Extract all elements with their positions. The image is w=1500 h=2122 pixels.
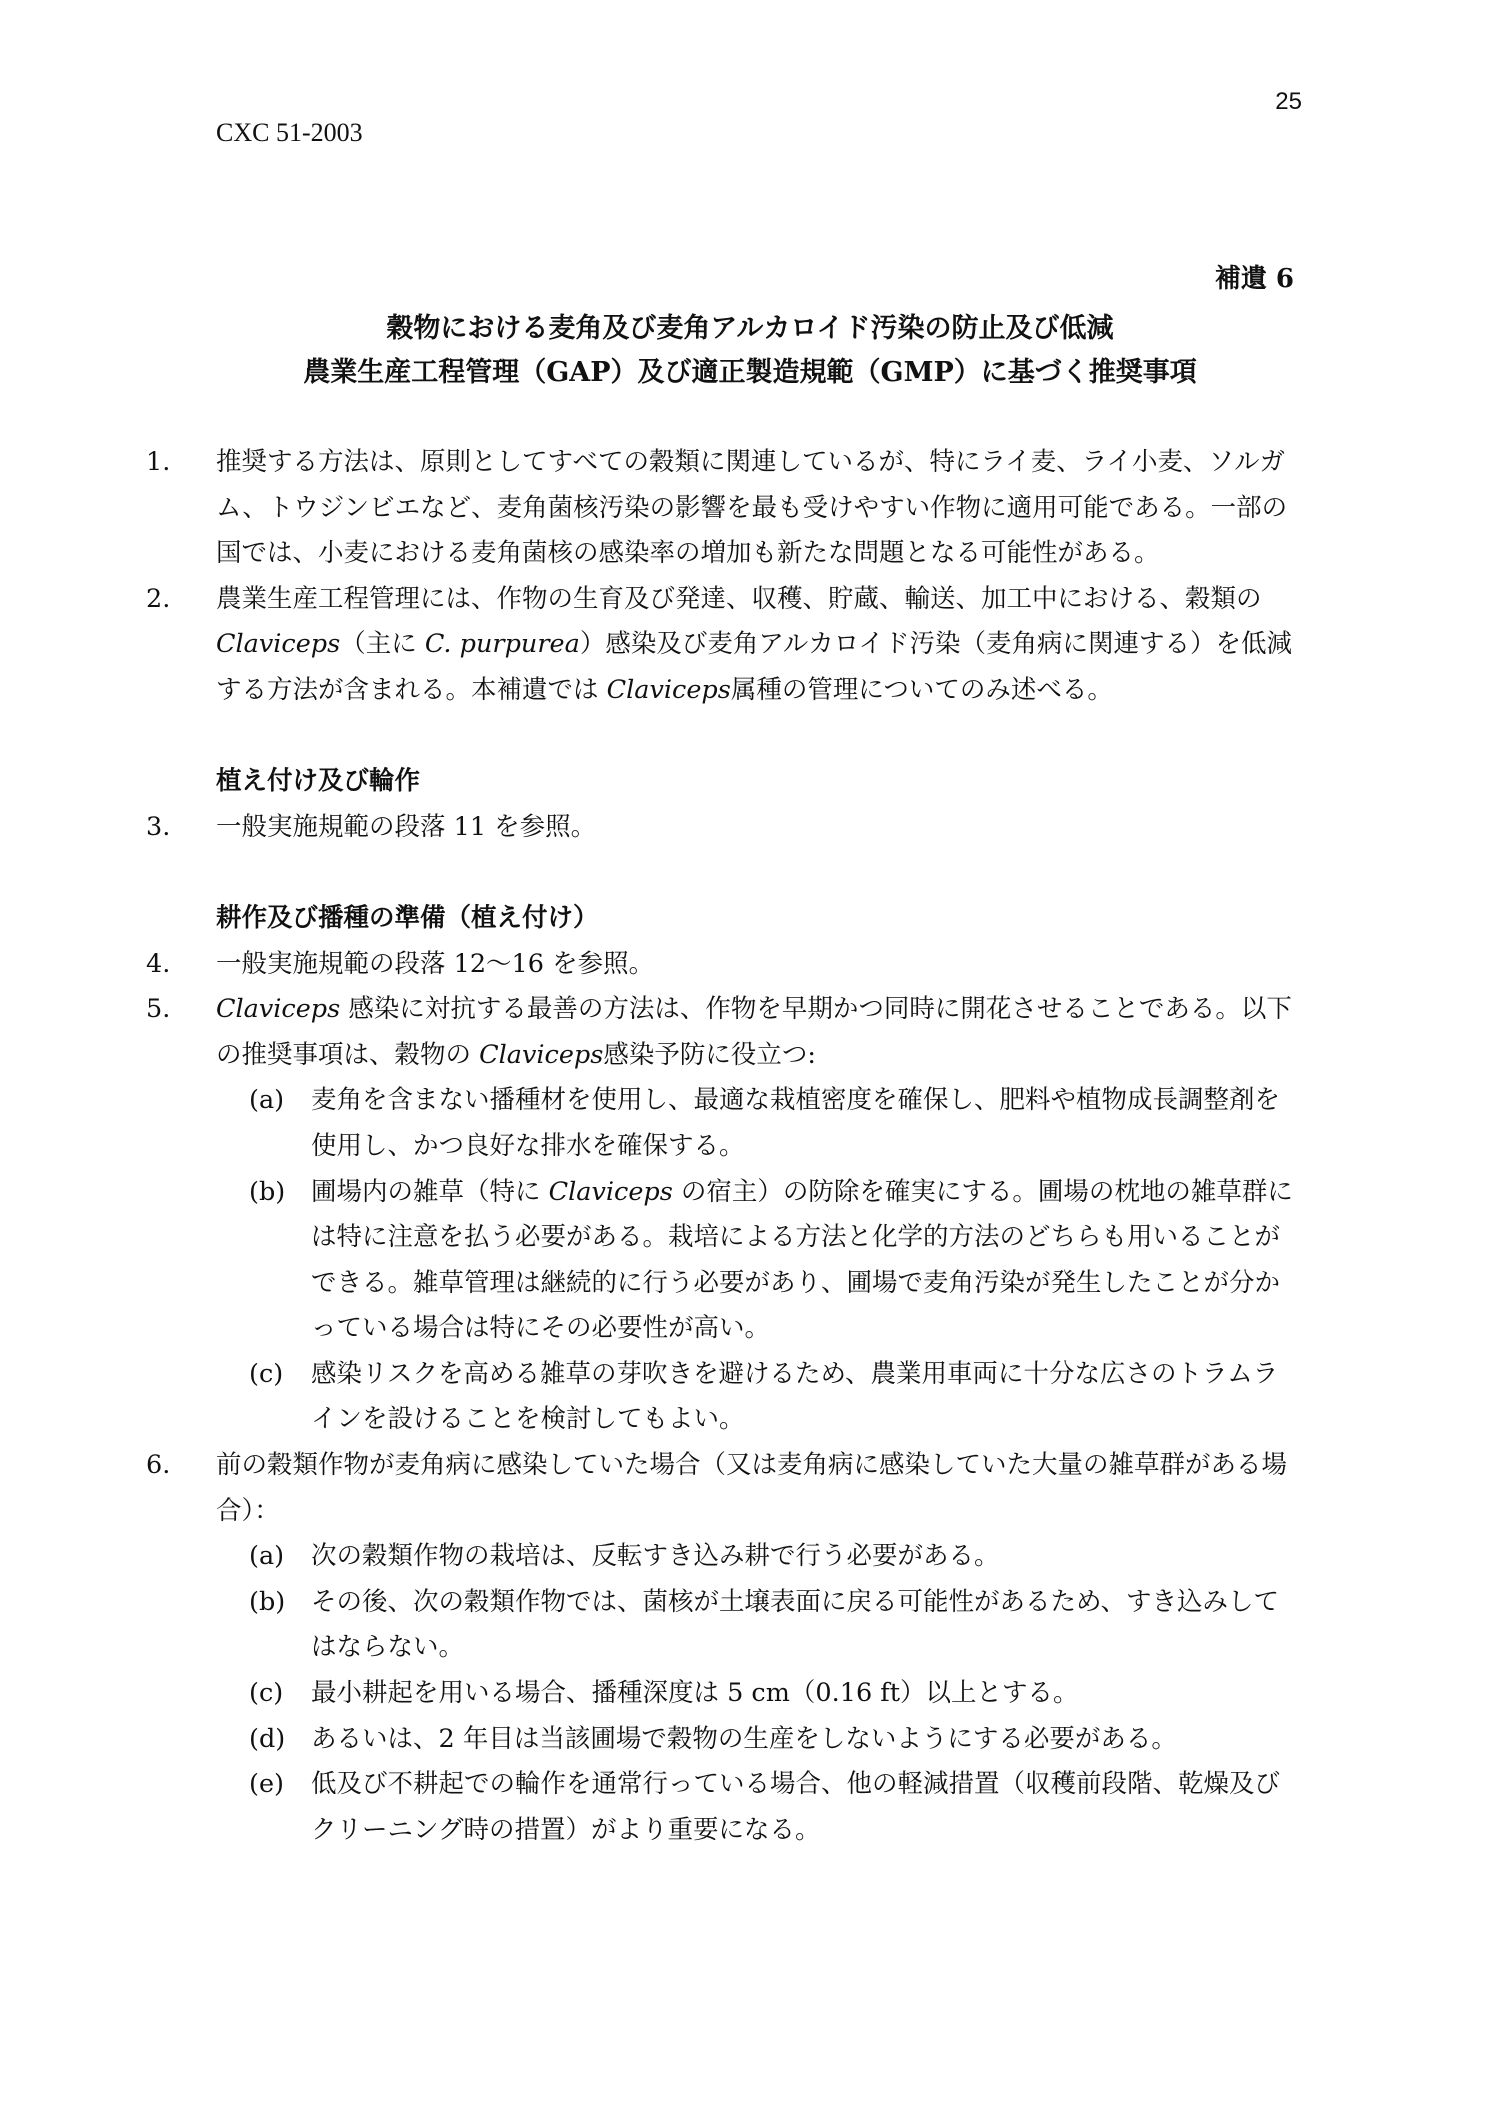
sub-item-label: (b) [249, 1586, 286, 1617]
section-heading-tillage: 耕作及び播種の準備（植え付け） [216, 902, 599, 933]
sub-item-6c [146, 1671, 1296, 1717]
paragraph-text: 前の穀類作物が麦角病に感染していた場合（又は麦角病に感染していた大量の雑草群がある場合）： [216, 1450, 1288, 1526]
sub-item-text: 次の穀類作物の栽培は、反転すき込み耕で行う必要がある。 [311, 1541, 1000, 1572]
sub-item-label: (d) [249, 1723, 286, 1754]
sub-item-label: (c) [249, 1678, 284, 1709]
paragraph-2 [146, 577, 1296, 714]
sub-item-label: (c) [249, 1358, 284, 1389]
paragraph-number: 2. [146, 583, 171, 614]
sub-item-label: (b) [249, 1176, 286, 1207]
paragraph-text: （主に [340, 629, 425, 660]
paragraph-text: ）感染及び麦角アルカロイド汚染（麦角病に関連する）を低減する方法が含まれる。本補遺では [216, 629, 1293, 705]
annex-title-line1: 穀物における麦角及び麦角アルカロイド汚染の防止及び低減 [386, 313, 1114, 344]
sub-item-text: あるいは、2 年目は当該圃場で穀物の生産をしないようにする必要がある。 [311, 1723, 1177, 1754]
sub-item-6b [146, 1580, 1296, 1671]
sub-item-text: の宿主）の防除を確実にする。圃場の枕地の雑草群には特に注意を払う必要がある。栽培による方法と化学的方法のどちらも用いることができる。雑草管理は継続的に行う必要があり、圃場で麦角汚染が発生したことが分かっている場合は特にその必要性が高い。 [311, 1176, 1293, 1344]
species-name: C. purpurea [424, 629, 580, 660]
paragraph-1 [146, 440, 1296, 577]
species-name: Claviceps [479, 1039, 604, 1070]
paragraph-text: 感染予防に役立つ: [603, 1039, 816, 1070]
document-code: CXC 51-2003 [216, 118, 363, 147]
sub-item-text: その後、次の穀類作物では、菌核が土壌表面に戻る可能性があるため、すき込みしてはならない。 [311, 1586, 1279, 1663]
sub-item-text: 麦角を含まない播種材を使用し、最適な栽植密度を確保し、肥料や植物成長調整剤を使用し、かつ良好な排水を確保する。 [311, 1085, 1281, 1161]
sub-item-5b [146, 1170, 1296, 1352]
paragraph-5 [146, 987, 1296, 1078]
sub-item-label: (a) [249, 1085, 285, 1116]
document-body [146, 440, 1296, 1853]
paragraph-text: 一般実施規範の段落 11 を参照。 [216, 811, 597, 842]
annex-label: 補遺 6 [1214, 264, 1294, 294]
sub-item-label: (a) [249, 1541, 285, 1572]
sub-item-text: 最小耕起を用いる場合、播種深度は 5 cm（0.16 ft）以上とする。 [311, 1678, 1079, 1709]
paragraph-3 [146, 805, 1296, 851]
paragraph-number: 6. [146, 1450, 171, 1481]
sub-item-text: 圃場内の雑草（特に [311, 1176, 549, 1207]
paragraph-number: 4. [146, 948, 171, 979]
paragraph-6 [146, 1443, 1296, 1534]
sub-item-5c [146, 1352, 1296, 1443]
sub-item-text: 感染リスクを高める雑草の芽吹きを避けるため、農業用車両に十分な広さのトラムラインを設けることを検討してもよい。 [311, 1358, 1279, 1435]
section-heading-planting: 植え付け及び輪作 [216, 766, 421, 797]
paragraph-text: 推奨する方法は、原則としてすべての穀類に関連しているが、特にライ麦、ライ小麦、ソルガム、トウジンビエなど、麦角菌核汚染の影響を最も受けやすい作物に適用可能である。一部の国では、小麦における麦角菌核の感染率の増加も新たな問題となる可能性がある。 [216, 447, 1288, 569]
sub-item-6d [146, 1717, 1296, 1763]
annex-title-line2: 農業生産工程管理（GAP）及び適正製造規範（GMP）に基づく推奨事項 [303, 357, 1197, 388]
paragraph-text: 農業生産工程管理には、作物の生育及び発達、収穫、貯蔵、輸送、加工中における、穀類の [216, 583, 1262, 614]
paragraph-number: 5. [146, 994, 171, 1025]
sub-item-5a [146, 1078, 1296, 1169]
page-number: 25 [1275, 88, 1302, 115]
species-name: Claviceps [216, 629, 341, 660]
sub-item-6e [146, 1762, 1296, 1853]
species-name: Claviceps [606, 674, 731, 705]
paragraph-number: 1. [146, 447, 171, 477]
paragraph-text: 一般実施規範の段落 12～16 を参照。 [216, 948, 655, 979]
species-name: Claviceps [548, 1176, 673, 1207]
paragraph-number: 3. [146, 811, 171, 842]
paragraph-text: 属種の管理についてのみ述べる。 [730, 674, 1113, 705]
sub-item-6a [146, 1534, 1296, 1580]
sub-item-text: 低及び不耕起での輪作を通常行っている場合、他の軽減措置（収穫前段階、乾燥及びクリーニング時の措置）がより重要になる。 [311, 1769, 1281, 1845]
species-name: Claviceps [216, 994, 341, 1025]
paragraph-4 [146, 942, 1296, 988]
paragraph-text: 感染に対抗する最善の方法は、作物を早期かつ同時に開花させることである。以下の推奨事項は、穀物の [216, 994, 1292, 1070]
sub-item-label: (e) [249, 1769, 284, 1800]
